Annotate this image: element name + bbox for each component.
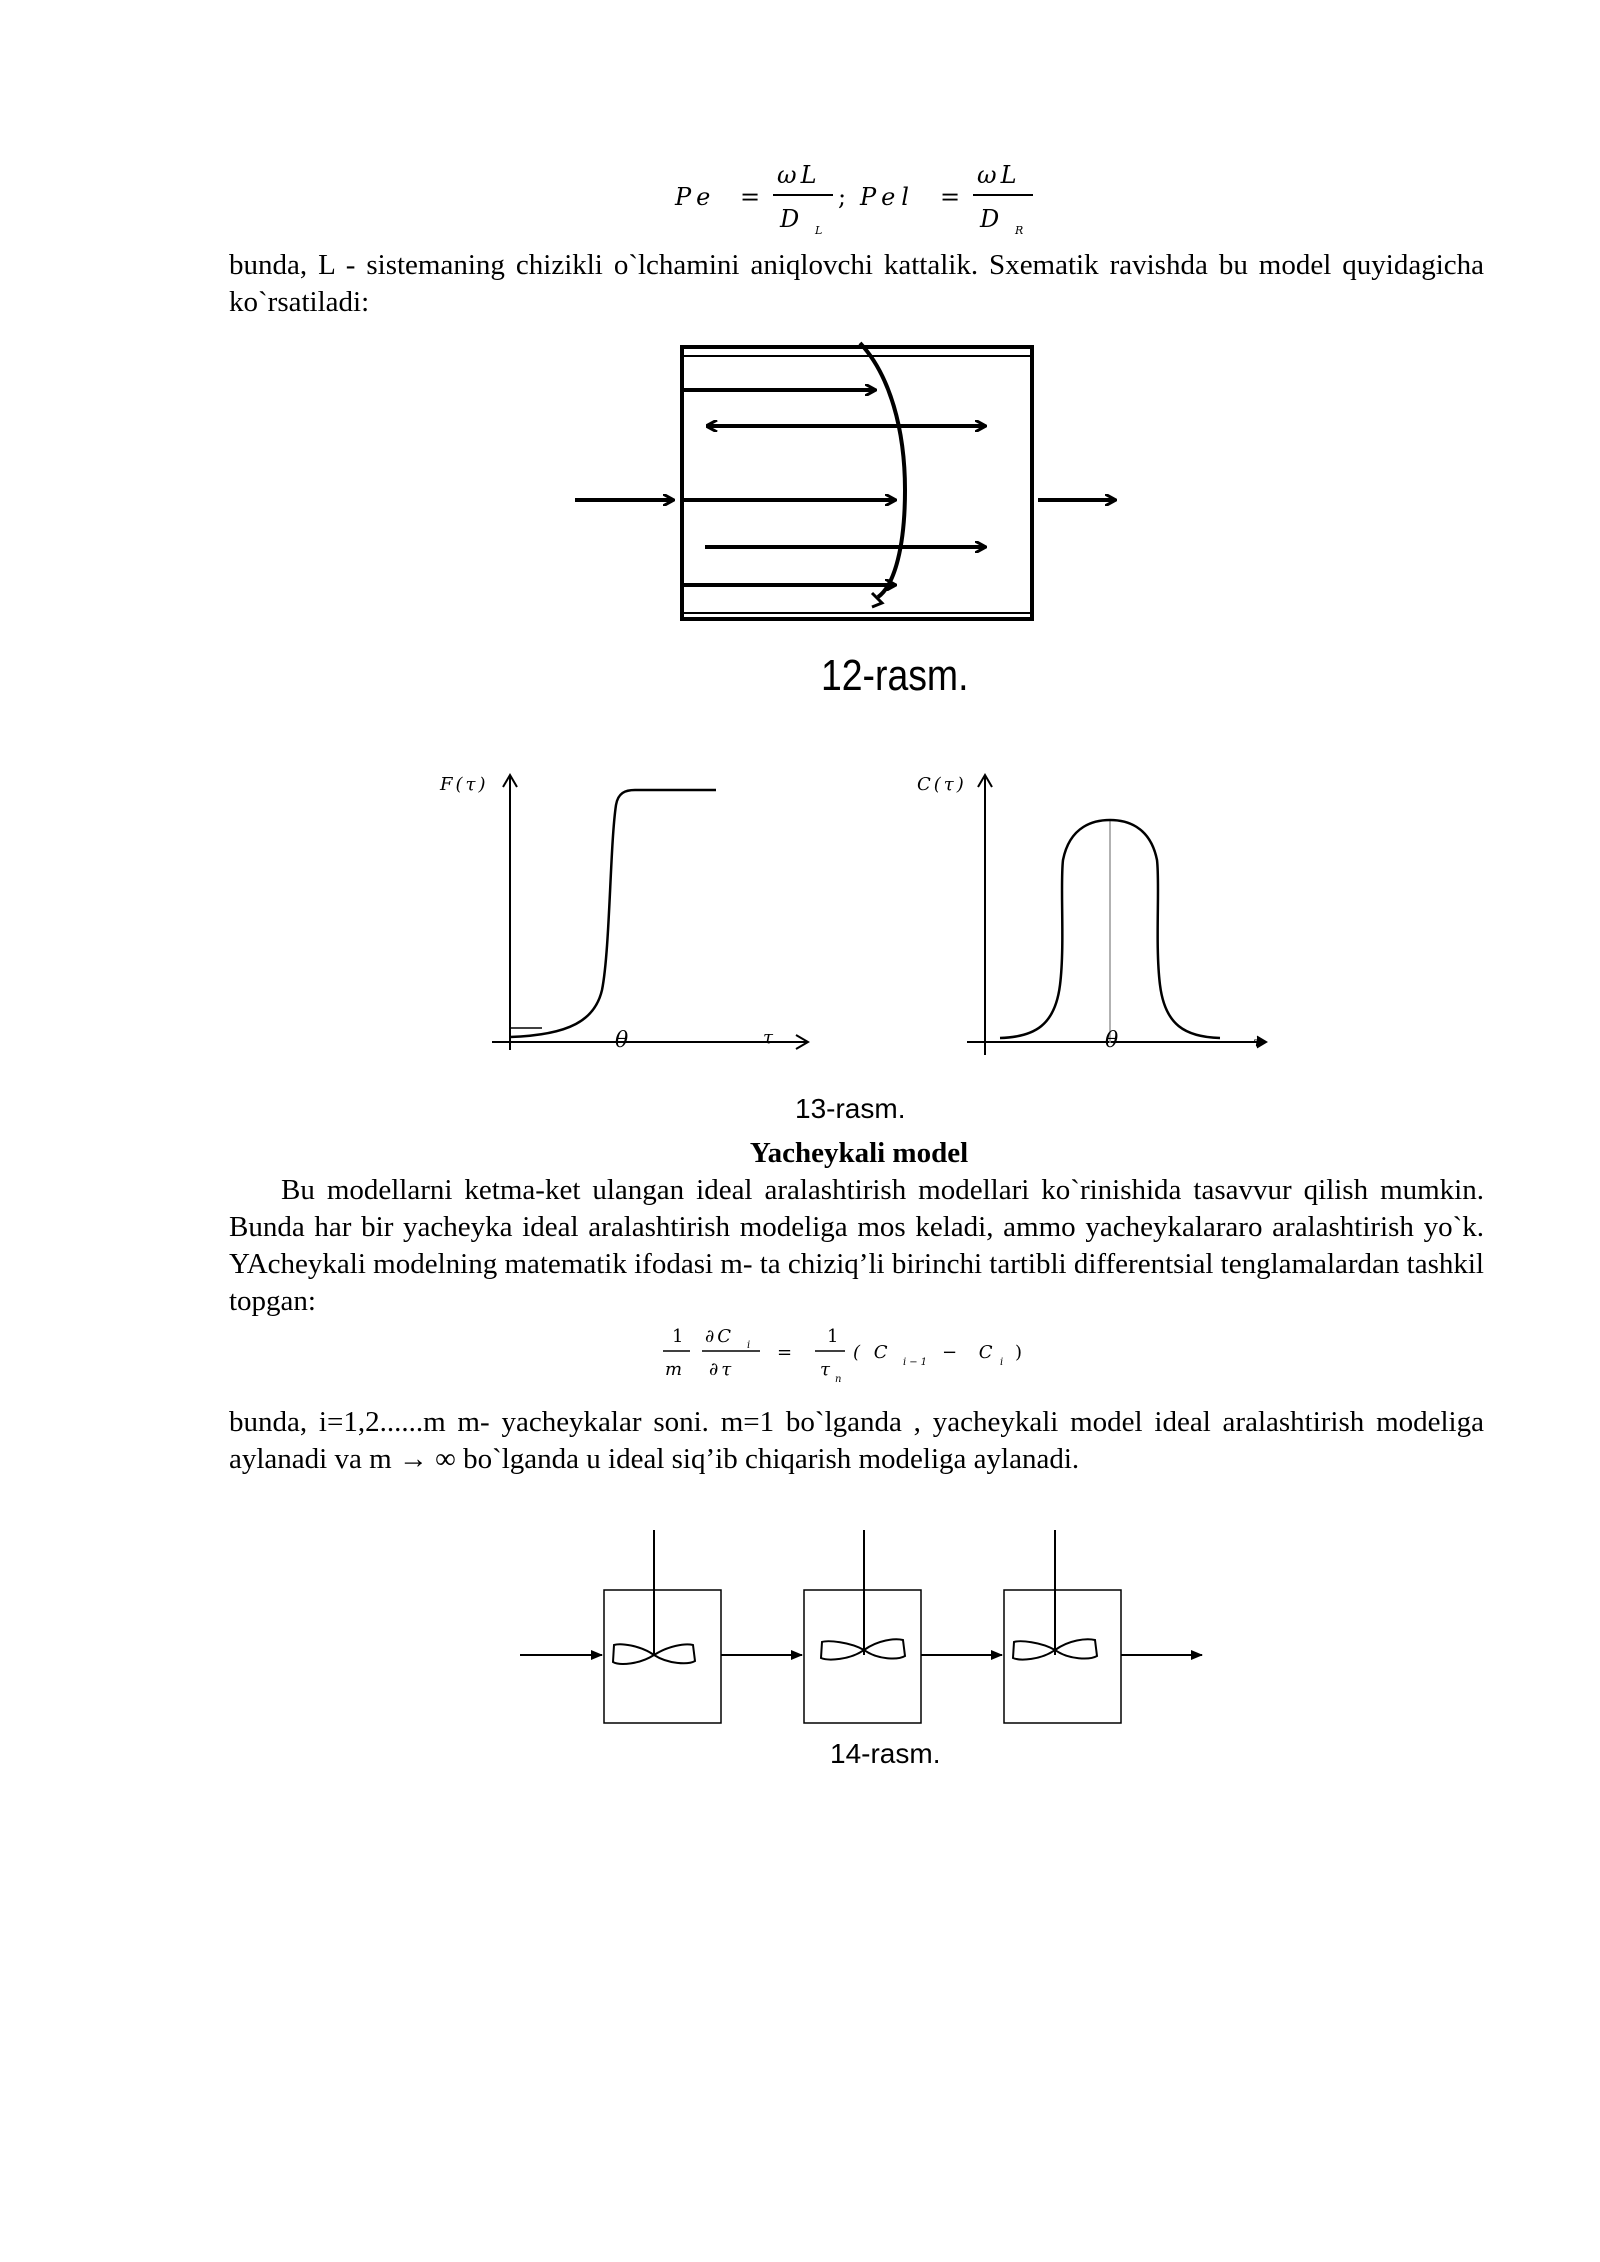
cumulative-curve [510, 790, 716, 1037]
frac2-den: ∂τ [709, 1359, 735, 1380]
denominator-1: D [780, 205, 800, 233]
subscript-2: R [1015, 224, 1024, 237]
cell-2 [804, 1530, 921, 1723]
section-heading: Yacheykali model [749, 1137, 969, 1169]
equals-sign: = [740, 183, 761, 211]
frac1-den: m [665, 1359, 683, 1380]
paragraph-2: Bu modellarni ketma-ket ulangan ideal aralashtirish modellari ko`rinishida tasavvur qilish mumkin. Bunda har bir yacheyka ideal aralashtirish modeliga mos keladi, ammo yacheykalararo aralashtirish yo`k. YAcheykali modelning matematik ifodasi m- ta chiziq’li birinchi tartibli differentsial tenglamalardan tashkil topgan: [229, 1174, 1484, 1317]
separator: ; [838, 183, 847, 211]
frac1-num: 1 [672, 1326, 684, 1347]
left-plot-xlabel: τ [763, 1027, 773, 1048]
denominator-2: D [980, 205, 1000, 233]
figure-12-caption: 12-rasm. [820, 650, 969, 700]
numerator-2: ωL [977, 161, 1021, 189]
equals-sign-2: = [940, 183, 961, 211]
reactor-box [682, 347, 1032, 619]
frac2-num: ∂C [705, 1326, 735, 1347]
paragraph-3: bunda, i=1,2......m m- yacheykalar soni. m=1 bo`lganda , yacheykali model ideal aralashtirish modeliga aylanadi va m → ∞ bo`lganda u ideal siq’ib chiqarish modeliga aylanadi. [229, 1406, 1484, 1475]
frac2-num-sub: i [747, 1340, 751, 1351]
rhs-open: ( C [853, 1342, 892, 1363]
cell-equals: = [777, 1342, 793, 1363]
left-plot-ylabel: F(τ) [440, 774, 489, 795]
cell-model-formula [655, 1320, 1055, 1395]
rhs-sub-2: i [1000, 1357, 1004, 1368]
figure-12-diagram [560, 335, 1140, 715]
frac3-num: 1 [827, 1326, 839, 1347]
right-plot-ylabel: C(τ) [917, 774, 967, 795]
cell-3 [1004, 1530, 1121, 1723]
numerator-1: ωL [777, 161, 821, 189]
rhs-close: ) [1015, 1342, 1023, 1363]
pe-symbol: Pe [675, 183, 717, 211]
figure-13-left-plot [430, 765, 820, 1065]
rhs-sub-1: i−1 [903, 1357, 930, 1368]
frac3-den: τ [820, 1359, 830, 1380]
frac3-den-sub: n [835, 1374, 842, 1385]
pel-symbol: Pel [860, 183, 915, 211]
paragraph-1: bunda, L - sistemaning chizikli o`lchamini aniqlovchi kattalik. Sxematik ravishda bu model quyidagicha ko`rsatiladi: [229, 249, 1484, 318]
right-plot-xlabel: τ [1253, 1035, 1261, 1051]
velocity-profile-curve [860, 343, 905, 597]
figure-13-right-plot [905, 765, 1285, 1065]
subscript-1: L [815, 224, 823, 237]
figure-14-caption: 14-rasm. [830, 1738, 941, 1769]
rhs-minus: − C [942, 1342, 1001, 1363]
figure-13-caption: 13-rasm. [795, 1093, 906, 1124]
left-plot-theta: θ [615, 1028, 629, 1053]
peclet-formula [665, 155, 1045, 240]
cell-1 [604, 1530, 721, 1723]
right-plot-theta: θ [1105, 1028, 1119, 1053]
